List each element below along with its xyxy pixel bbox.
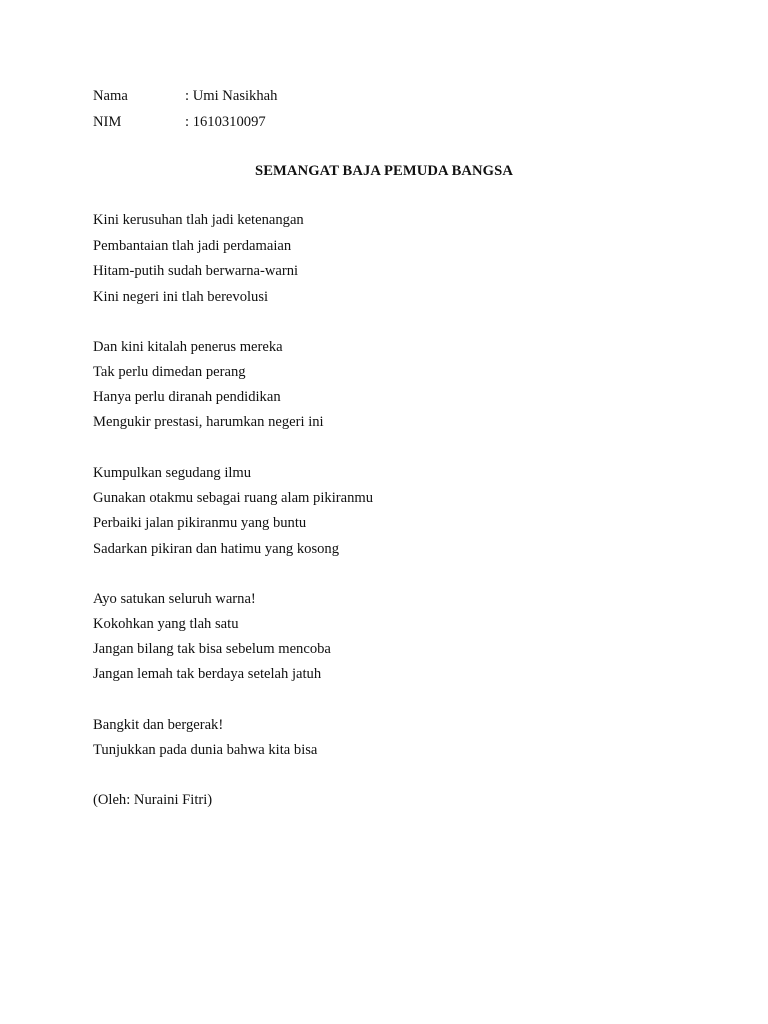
poem-line: Gunakan otakmu sebagai ruang alam pikiranmu xyxy=(93,490,374,506)
poem-line: Jangan lemah tak berdaya setelah jatuh xyxy=(93,666,322,682)
poem-title: SEMANGAT BAJA PEMUDA BANGSA xyxy=(255,163,513,179)
poem-line: Jangan bilang tak bisa sebelum mencoba xyxy=(93,641,331,657)
poem-line: Hanya perlu diranah pendidikan xyxy=(93,389,281,405)
poem-line: Perbaiki jalan pikiranmu yang buntu xyxy=(93,515,307,531)
name-label: Nama xyxy=(93,88,128,104)
poem-line: Kumpulkan segudang ilmu xyxy=(93,465,252,481)
poem-line: Sadarkan pikiran dan hatimu yang kosong xyxy=(93,541,340,557)
poem-line: Pembantaian tlah jadi perdamaian xyxy=(93,238,292,254)
poem-line: Kini kerusuhan tlah jadi ketenangan xyxy=(93,212,304,228)
nim-label: NIM xyxy=(93,114,122,130)
poem-line: Tunjukkan pada dunia bahwa kita bisa xyxy=(93,742,318,758)
poem-line: Bangkit dan bergerak! xyxy=(93,717,224,733)
name-value: : Umi Nasikhah xyxy=(185,88,278,104)
poem-line: Hitam-putih sudah berwarna-warni xyxy=(93,263,299,279)
poem-line: Ayo satukan seluruh warna! xyxy=(93,591,256,607)
poem-line: Kini negeri ini tlah berevolusi xyxy=(93,289,269,305)
poem-line: Dan kini kitalah penerus mereka xyxy=(93,339,283,355)
poem-line: Mengukir prestasi, harumkan negeri ini xyxy=(93,414,324,430)
author-credit: (Oleh: Nuraini Fitri) xyxy=(93,792,213,808)
poem-line: Tak perlu dimedan perang xyxy=(93,364,246,380)
nim-value: : 1610310097 xyxy=(185,114,266,130)
poem-line: Kokohkan yang tlah satu xyxy=(93,616,239,632)
